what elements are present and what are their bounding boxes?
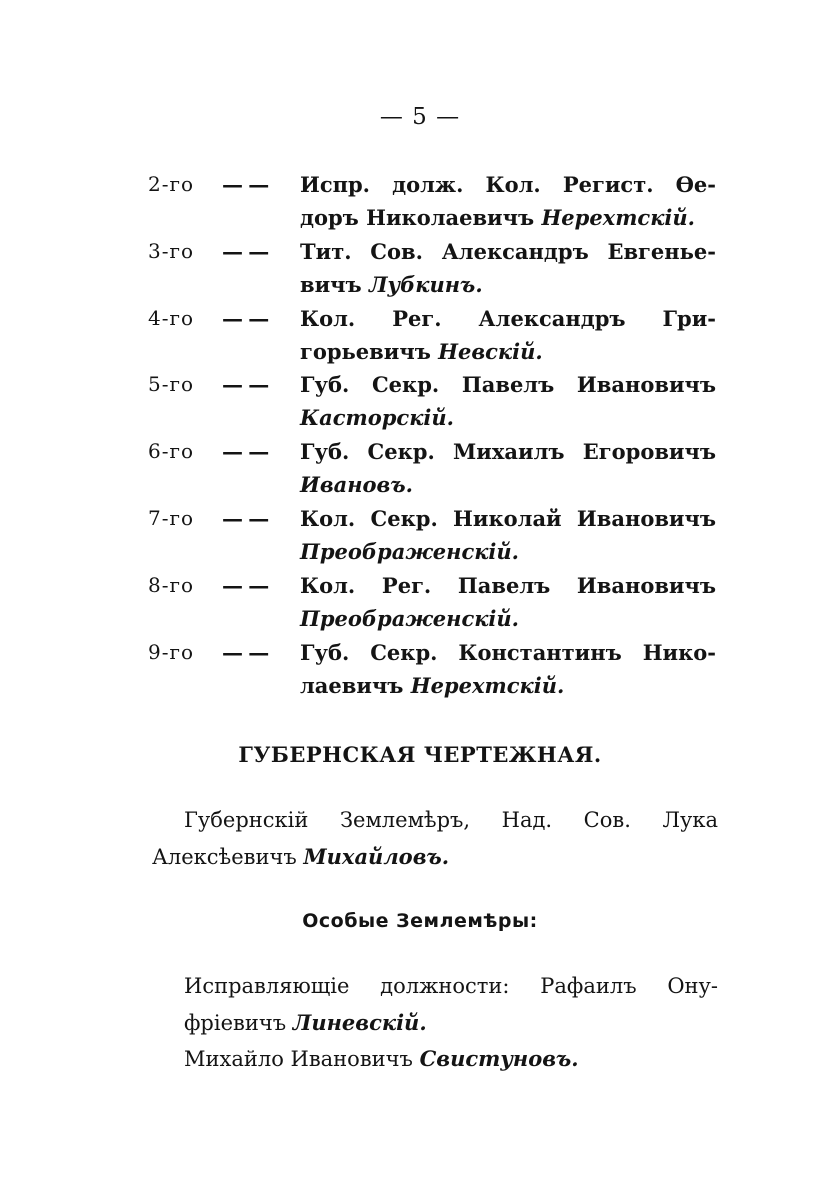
- entry-ordinal: 4-го: [148, 305, 195, 330]
- entry-ordinal: 5-го: [148, 372, 195, 397]
- list-item: [0, 506, 840, 573]
- entry-line2: [300, 673, 564, 698]
- surveyor-line1: Губернскій Землемѣръ, Над. Сов. Лука: [184, 808, 718, 832]
- entry-line2-text: доръ Николаевичъ: [300, 205, 535, 230]
- acting-line1: Исправляющіе должности: Рафаилъ Ону-: [184, 974, 718, 998]
- acting-patronymic: фріевичъ: [184, 1011, 287, 1035]
- acting-surname2: Свистуновъ.: [419, 1046, 579, 1071]
- entry-line2: [300, 405, 454, 430]
- entry-line2: [300, 606, 519, 631]
- entry-dash: — —: [222, 639, 269, 665]
- entry-surname: Преображенскій.: [300, 605, 519, 631]
- entry-ordinal: 7-го: [148, 505, 195, 530]
- entry-dash: — —: [222, 572, 269, 598]
- acting-surname: Линевскій.: [292, 1010, 427, 1035]
- entry-line1: Кол. Рег. Александръ Гри-: [300, 305, 716, 331]
- entry-ordinal: 8-го: [148, 572, 195, 597]
- entry-surname: Нерехтскій.: [541, 205, 695, 230]
- list-item: [0, 439, 840, 506]
- entry-line2: [300, 472, 413, 497]
- list-item: [0, 640, 840, 707]
- entry-surname: Лубкинъ.: [368, 271, 483, 297]
- entry-surname: Касторскій.: [300, 405, 454, 431]
- entry-surname: Преображенскій.: [300, 538, 519, 564]
- list-item: [0, 172, 840, 239]
- entry-dash: — —: [222, 172, 269, 197]
- section-title: ГУБЕРНСКАЯ ЧЕРТЕЖНАЯ.: [238, 742, 602, 767]
- special-surveyors-title: Особые Землемѣры:: [302, 910, 538, 932]
- list-item: [0, 372, 840, 439]
- entry-line1: Испр. долж. Кол. Регист. Өе-: [300, 172, 716, 197]
- acting-line2: [152, 1010, 718, 1046]
- entry-line1: Кол. Секр. Николай Ивановичъ: [300, 505, 716, 531]
- entry-surname: Невскій.: [438, 338, 543, 364]
- entry-ordinal: 3-го: [148, 238, 195, 263]
- surveyor-line2: [152, 844, 718, 880]
- acting-paragraph: [152, 974, 718, 1082]
- entry-surname: Ивановъ.: [300, 472, 413, 498]
- entry-line2: [300, 205, 695, 230]
- acting-name2: Михайло Ивановичъ: [184, 1047, 413, 1071]
- list-item: [0, 573, 840, 640]
- surveyor-paragraph: [152, 808, 718, 880]
- entry-line2-text: вичъ: [300, 271, 362, 297]
- entry-line2: [300, 272, 483, 297]
- entry-dash: — —: [222, 372, 269, 398]
- list-item: [0, 306, 840, 373]
- entry-dash: — —: [222, 439, 269, 465]
- staff-list: [0, 172, 840, 706]
- entry-line1: Кол. Рег. Павелъ Ивановичъ: [300, 572, 716, 598]
- entry-ordinal: 2-го: [148, 172, 195, 196]
- entry-line2: [300, 539, 519, 564]
- list-item: [0, 239, 840, 306]
- entry-line1: Губ. Секр. Павелъ Ивановичъ: [300, 372, 716, 398]
- entry-surname: Нерехтскій.: [410, 672, 565, 698]
- entry-line1: Губ. Секр. Константинъ Нико-: [300, 639, 716, 665]
- entry-line2: [300, 339, 543, 364]
- entry-line2-text: лаевичъ: [300, 672, 404, 698]
- entry-dash: — —: [222, 305, 269, 331]
- surveyor-surname: Михайловъ.: [303, 844, 450, 869]
- entry-ordinal: 9-го: [148, 639, 195, 664]
- entry-dash: — —: [222, 238, 269, 264]
- entry-line2-text: горьевичъ: [300, 338, 431, 364]
- entry-line1: Тит. Сов. Александръ Евгенье-: [300, 238, 716, 264]
- page-number: — 5 —: [379, 104, 461, 130]
- entry-line1: Губ. Секр. Михаилъ Егоровичъ: [300, 439, 716, 465]
- entry-dash: — —: [222, 505, 269, 531]
- acting-line3: [152, 1046, 718, 1082]
- entry-ordinal: 6-го: [148, 439, 195, 464]
- surveyor-patronymic: Алексѣевичъ: [152, 845, 297, 869]
